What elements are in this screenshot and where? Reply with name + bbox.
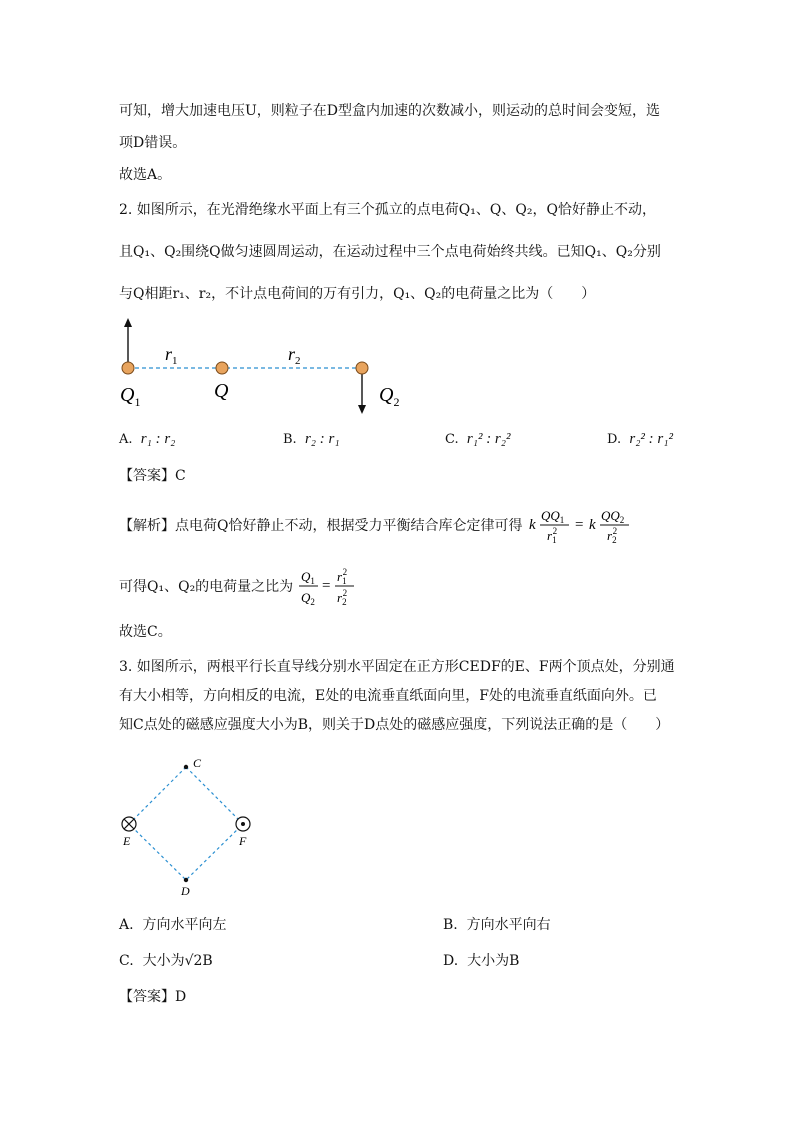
q2-analysis <box>119 506 637 546</box>
q2-analysis-lead: 【解析】点电荷Q恰好静止不动，根据受力平衡结合库仑定律可得 <box>119 518 523 534</box>
svg-text:QQ1: $QQ_1$ <box>540 508 565 525</box>
label-f: F <box>239 834 247 848</box>
q2-option-a[interactable]: A. r₁ : r₂ <box>119 431 176 447</box>
point-c <box>184 765 188 769</box>
current-into-page-icon <box>122 817 136 831</box>
label-c: C <box>193 756 202 770</box>
label-q: Q <box>214 380 229 402</box>
charge-q1 <box>122 362 134 374</box>
q3-answer: 【答案】D <box>119 989 187 1005</box>
svg-text:r22: $r_22$ <box>336 588 347 607</box>
svg-text:r12: $r_12$ <box>336 567 347 586</box>
label-e: E <box>123 834 131 848</box>
q2-ratio-line <box>119 566 358 606</box>
svg-text:r12: $r_12$ <box>546 526 557 545</box>
svg-text:k: k <box>588 517 596 533</box>
prev-line-1: 可知，增大加速电压U，则粒子在D型盒内加速的次数减小，则运动的总时间会变短，选 <box>119 103 661 119</box>
ratio-equation <box>298 566 358 608</box>
q3-option-b[interactable]: B. 方向水平向右 <box>443 917 551 933</box>
svg-text:QQ2: $QQ_2$ <box>600 508 625 525</box>
q3-option-a[interactable]: A. 方向水平向左 <box>119 917 227 933</box>
point-d <box>184 878 188 882</box>
svg-text:Q1: $Q_1$ <box>300 569 315 586</box>
q2-option-c[interactable]: C. r₁² : r₂² <box>445 431 511 447</box>
current-out-of-page-icon <box>236 817 250 831</box>
label-r1: $r_1$ <box>165 344 178 367</box>
label-d: D <box>181 884 190 898</box>
q3-stem-line-3: 知C点处的磁感应强度大小为B，则关于D点处的磁感应强度，下列说法正确的是（ ） <box>119 717 670 733</box>
charge-q <box>216 362 228 374</box>
svg-text:k: k <box>528 517 536 533</box>
label-r2: $r_2$ <box>288 344 301 367</box>
q2-stem-line-3: 与Q相距r₁、r₂，不计点电荷间的万有引力，Q₁、Q₂的电荷量之比为（ ） <box>119 286 596 302</box>
square-cedf <box>129 767 243 880</box>
q3-square-diagram <box>115 755 265 900</box>
charge-q2 <box>356 362 368 374</box>
svg-text:=: = <box>574 517 584 533</box>
q2-stem-line-2: 且Q₁、Q₂围绕Q做匀速圆周运动，在运动过程中三个点电荷始终共线。已知Q₁、Q₂分别 <box>119 244 661 260</box>
label-q2: $Q_2$ <box>379 384 400 409</box>
prev-line-2: 项D错误。 <box>119 135 187 151</box>
q2-conclusion: 故选C。 <box>119 624 172 640</box>
q3-stem-line-1: 3. 如图所示，两根平行长直导线分别水平固定在正方形CEDF的E、F两个顶点处，分别通 <box>119 659 675 675</box>
svg-text:r22: $r_22$ <box>606 526 617 545</box>
q2-option-b[interactable]: B. r₂ : r₁ <box>283 431 340 447</box>
q3-stem-line-2: 有大小相等，方向相反的电流，E处的电流垂直纸面向里，F处的电流垂直纸面向外。已 <box>119 688 657 704</box>
q3-option-d[interactable]: D. 大小为B <box>443 953 520 969</box>
q2-charge-diagram <box>110 315 410 420</box>
q2-arrow-down-head <box>358 405 366 414</box>
coulomb-equation <box>527 506 637 546</box>
label-q1: $Q_1$ <box>120 384 141 409</box>
q2-ratio-lead: 可得Q₁、Q₂的电荷量之比为 <box>119 579 294 595</box>
q2-stem-line-1: 2. 如图所示，在光滑绝缘水平面上有三个孤立的点电荷Q₁、Q、Q₂，Q恰好静止不动， <box>119 202 656 218</box>
prev-conclusion: 故选A。 <box>119 167 172 183</box>
q2-arrow-up-head <box>124 318 132 327</box>
q2-answer: 【答案】C <box>119 468 186 484</box>
svg-text:=: = <box>321 578 331 594</box>
svg-text:Q2: $Q_2$ <box>300 590 315 607</box>
q2-option-d[interactable]: D. r₂² : r₁² <box>607 431 673 447</box>
q3-option-c[interactable]: C. 大小为√2B <box>119 953 213 969</box>
